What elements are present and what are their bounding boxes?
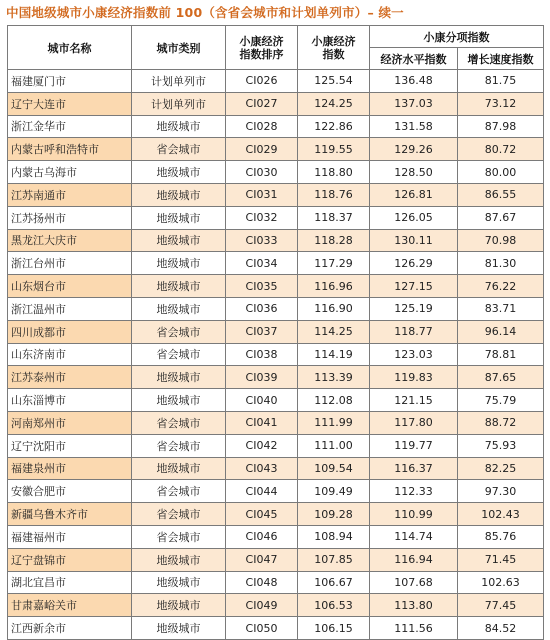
economic-level-cell: 116.37: [370, 457, 458, 480]
table-row: [8, 594, 544, 617]
type-cell: 地级城市: [132, 617, 226, 640]
growth-speed-cell: 87.98: [458, 115, 544, 138]
rank-cell: CI026: [226, 70, 298, 93]
rank-cell: CI035: [226, 275, 298, 298]
table-row: [8, 366, 544, 389]
table-row: [8, 138, 544, 161]
city-cell: 福建厦门市: [8, 70, 132, 93]
rank-cell: CI043: [226, 457, 298, 480]
economic-level-cell: 131.58: [370, 115, 458, 138]
header-sub-index: 小康分项指数: [370, 26, 544, 48]
city-cell: 湖北宜昌市: [8, 571, 132, 594]
city-cell: 辽宁沈阳市: [8, 434, 132, 457]
growth-speed-cell: 102.43: [458, 503, 544, 526]
growth-speed-cell: 70.98: [458, 229, 544, 252]
type-cell: 省会城市: [132, 320, 226, 343]
growth-speed-cell: 87.65: [458, 366, 544, 389]
rank-cell: CI047: [226, 548, 298, 571]
rank-cell: CI037: [226, 320, 298, 343]
economic-level-cell: 113.80: [370, 594, 458, 617]
economic-level-cell: 112.33: [370, 480, 458, 503]
type-cell: 省会城市: [132, 434, 226, 457]
index-cell: 119.55: [298, 138, 370, 161]
index-cell: 108.94: [298, 525, 370, 548]
type-cell: 计划单列市: [132, 92, 226, 115]
table-body: [8, 70, 544, 640]
page-title: 中国地级城市小康经济指数前 100（含省会城市和计划单列市）– 续一: [6, 5, 404, 20]
city-cell: 福建福州市: [8, 525, 132, 548]
rank-cell: CI045: [226, 503, 298, 526]
economic-level-cell: 107.68: [370, 571, 458, 594]
city-cell: 甘肃嘉峪关市: [8, 594, 132, 617]
city-cell: 内蒙古乌海市: [8, 161, 132, 184]
type-cell: 计划单列市: [132, 70, 226, 93]
header-economic-level: 经济水平指数: [370, 48, 458, 70]
economic-level-cell: 126.81: [370, 183, 458, 206]
index-cell: 107.85: [298, 548, 370, 571]
growth-speed-cell: 81.30: [458, 252, 544, 275]
city-cell: 山东烟台市: [8, 275, 132, 298]
table-row: [8, 389, 544, 412]
rank-cell: CI040: [226, 389, 298, 412]
index-cell: 111.00: [298, 434, 370, 457]
growth-speed-cell: 86.55: [458, 183, 544, 206]
index-cell: 116.90: [298, 297, 370, 320]
growth-speed-cell: 80.72: [458, 138, 544, 161]
table-row: [8, 161, 544, 184]
header-city-name: 城市名称: [8, 26, 132, 70]
table-row: [8, 229, 544, 252]
economic-level-cell: 125.19: [370, 297, 458, 320]
table-row: [8, 275, 544, 298]
growth-speed-cell: 71.45: [458, 548, 544, 571]
type-cell: 地级城市: [132, 548, 226, 571]
header-index: [298, 26, 370, 70]
growth-speed-cell: 78.81: [458, 343, 544, 366]
rank-cell: CI039: [226, 366, 298, 389]
index-cell: 111.99: [298, 411, 370, 434]
economic-level-cell: 130.11: [370, 229, 458, 252]
type-cell: 地级城市: [132, 457, 226, 480]
rank-cell: CI041: [226, 411, 298, 434]
type-cell: 地级城市: [132, 366, 226, 389]
index-cell: 116.96: [298, 275, 370, 298]
type-cell: 地级城市: [132, 275, 226, 298]
growth-speed-cell: 82.25: [458, 457, 544, 480]
rank-cell: CI032: [226, 206, 298, 229]
economic-level-cell: 118.77: [370, 320, 458, 343]
header-index-rank-line1: 小康经济: [239, 34, 284, 48]
table-row: [8, 70, 544, 93]
growth-speed-cell: 73.12: [458, 92, 544, 115]
table-row: [8, 617, 544, 640]
city-cell: 江苏南通市: [8, 183, 132, 206]
type-cell: 省会城市: [132, 138, 226, 161]
economic-level-cell: 119.77: [370, 434, 458, 457]
type-cell: 省会城市: [132, 503, 226, 526]
rank-cell: CI044: [226, 480, 298, 503]
index-cell: 124.25: [298, 92, 370, 115]
rank-cell: CI042: [226, 434, 298, 457]
city-cell: 江苏扬州市: [8, 206, 132, 229]
city-cell: 辽宁大连市: [8, 92, 132, 115]
economic-level-cell: 121.15: [370, 389, 458, 412]
growth-speed-cell: 97.30: [458, 480, 544, 503]
city-cell: 浙江台州市: [8, 252, 132, 275]
type-cell: 地级城市: [132, 206, 226, 229]
economic-level-cell: 136.48: [370, 70, 458, 93]
index-cell: 109.54: [298, 457, 370, 480]
index-cell: 109.28: [298, 503, 370, 526]
economic-level-cell: 123.03: [370, 343, 458, 366]
city-cell: 河南郑州市: [8, 411, 132, 434]
city-cell: 浙江温州市: [8, 297, 132, 320]
economic-level-cell: 128.50: [370, 161, 458, 184]
header-index-rank-line2: 指数排序: [239, 47, 284, 61]
economic-level-cell: 137.03: [370, 92, 458, 115]
index-cell: 109.49: [298, 480, 370, 503]
table-row: [8, 548, 544, 571]
growth-speed-cell: 76.22: [458, 275, 544, 298]
economic-level-cell: 127.15: [370, 275, 458, 298]
economic-level-cell: 117.80: [370, 411, 458, 434]
growth-speed-cell: 81.75: [458, 70, 544, 93]
economic-level-cell: 110.99: [370, 503, 458, 526]
economic-level-cell: 119.83: [370, 366, 458, 389]
table-row: [8, 92, 544, 115]
table-row: [8, 571, 544, 594]
table-row: [8, 343, 544, 366]
rank-cell: CI038: [226, 343, 298, 366]
table-row: [8, 525, 544, 548]
type-cell: 地级城市: [132, 297, 226, 320]
growth-speed-cell: 83.71: [458, 297, 544, 320]
type-cell: 地级城市: [132, 389, 226, 412]
growth-speed-cell: 75.79: [458, 389, 544, 412]
index-cell: 118.28: [298, 229, 370, 252]
type-cell: 地级城市: [132, 594, 226, 617]
header-city-type: 城市类别: [132, 26, 226, 70]
economic-level-cell: 114.74: [370, 525, 458, 548]
index-cell: 118.76: [298, 183, 370, 206]
growth-speed-cell: 77.45: [458, 594, 544, 617]
rank-cell: CI030: [226, 161, 298, 184]
type-cell: 地级城市: [132, 571, 226, 594]
index-cell: 106.67: [298, 571, 370, 594]
header-index-rank: [226, 26, 298, 70]
rank-cell: CI029: [226, 138, 298, 161]
city-cell: 浙江金华市: [8, 115, 132, 138]
city-cell: 山东济南市: [8, 343, 132, 366]
index-cell: 113.39: [298, 366, 370, 389]
type-cell: 省会城市: [132, 480, 226, 503]
table-row: [8, 206, 544, 229]
type-cell: 省会城市: [132, 343, 226, 366]
economic-level-cell: 126.29: [370, 252, 458, 275]
table-row: [8, 320, 544, 343]
table-row: [8, 434, 544, 457]
header-index-line1: 小康经济: [311, 34, 356, 48]
growth-speed-cell: 87.67: [458, 206, 544, 229]
index-cell: 114.25: [298, 320, 370, 343]
growth-speed-cell: 84.52: [458, 617, 544, 640]
table-row: [8, 115, 544, 138]
type-cell: 地级城市: [132, 161, 226, 184]
growth-speed-cell: 80.00: [458, 161, 544, 184]
rank-cell: CI046: [226, 525, 298, 548]
economic-level-cell: 129.26: [370, 138, 458, 161]
index-cell: 106.15: [298, 617, 370, 640]
city-cell: 山东淄博市: [8, 389, 132, 412]
rank-cell: CI048: [226, 571, 298, 594]
table-row: [8, 503, 544, 526]
index-cell: 117.29: [298, 252, 370, 275]
type-cell: 地级城市: [132, 252, 226, 275]
rank-cell: CI034: [226, 252, 298, 275]
growth-speed-cell: 88.72: [458, 411, 544, 434]
index-cell: 118.80: [298, 161, 370, 184]
city-cell: 四川成都市: [8, 320, 132, 343]
table-row: [8, 297, 544, 320]
city-cell: 江苏泰州市: [8, 366, 132, 389]
header-row: [8, 26, 544, 48]
rank-cell: CI028: [226, 115, 298, 138]
city-cell: 江西新余市: [8, 617, 132, 640]
rank-cell: CI031: [226, 183, 298, 206]
index-cell: 112.08: [298, 389, 370, 412]
index-cell: 118.37: [298, 206, 370, 229]
growth-speed-cell: 96.14: [458, 320, 544, 343]
table-row: [8, 411, 544, 434]
index-cell: 122.86: [298, 115, 370, 138]
growth-speed-cell: 85.76: [458, 525, 544, 548]
type-cell: 地级城市: [132, 183, 226, 206]
economic-level-cell: 126.05: [370, 206, 458, 229]
growth-speed-cell: 102.63: [458, 571, 544, 594]
index-cell: 114.19: [298, 343, 370, 366]
city-cell: 内蒙古呼和浩特市: [8, 138, 132, 161]
table-row: [8, 480, 544, 503]
header-index-line2: 指数: [322, 47, 345, 61]
type-cell: 地级城市: [132, 115, 226, 138]
type-cell: 省会城市: [132, 525, 226, 548]
city-cell: 新疆乌鲁木齐市: [8, 503, 132, 526]
index-table: [7, 25, 544, 640]
type-cell: 地级城市: [132, 229, 226, 252]
type-cell: 省会城市: [132, 411, 226, 434]
rank-cell: CI033: [226, 229, 298, 252]
economic-level-cell: 111.56: [370, 617, 458, 640]
rank-cell: CI036: [226, 297, 298, 320]
table-row: [8, 252, 544, 275]
city-cell: 安徽合肥市: [8, 480, 132, 503]
header-growth-speed: 增长速度指数: [458, 48, 544, 70]
rank-cell: CI050: [226, 617, 298, 640]
index-cell: 125.54: [298, 70, 370, 93]
rank-cell: CI049: [226, 594, 298, 617]
table-row: [8, 457, 544, 480]
table-row: [8, 183, 544, 206]
city-cell: 辽宁盘锦市: [8, 548, 132, 571]
city-cell: 福建泉州市: [8, 457, 132, 480]
rank-cell: CI027: [226, 92, 298, 115]
growth-speed-cell: 75.93: [458, 434, 544, 457]
index-cell: 106.53: [298, 594, 370, 617]
economic-level-cell: 116.94: [370, 548, 458, 571]
city-cell: 黑龙江大庆市: [8, 229, 132, 252]
